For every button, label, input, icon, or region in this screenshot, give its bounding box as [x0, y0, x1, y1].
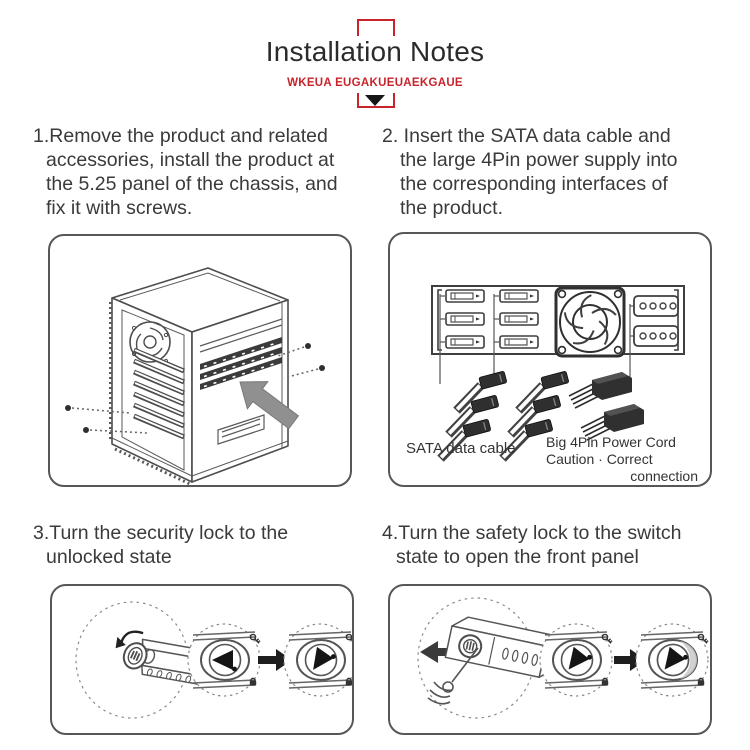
step-1-figure — [48, 234, 352, 487]
step-3-line-1: 3.Turn the security lock to the — [33, 522, 289, 544]
power-cord-label-line3: connection — [630, 468, 698, 484]
sata-port — [500, 313, 538, 325]
step-1-line-2: accessories, install the product at — [46, 149, 335, 171]
page-subtitle: WKEUA EUGAKUEUAEKGAUE — [287, 77, 463, 89]
step-2-text — [382, 124, 678, 220]
chassis-illustration — [50, 236, 350, 485]
step-4-text — [382, 521, 682, 569]
step-3-text — [33, 521, 288, 569]
step-2-figure — [388, 232, 712, 487]
safety-lock-illustration — [390, 586, 710, 733]
step-4-line-1: 4.Turn the safety lock to the switch — [382, 522, 682, 544]
step-1-line-1: 1.Remove the product and related — [33, 125, 328, 147]
molex-port — [634, 326, 678, 346]
page-title: Installation Notes — [265, 36, 485, 67]
sata-port — [446, 336, 484, 348]
down-triangle-icon — [365, 95, 385, 106]
security-lock-illustration — [52, 586, 352, 733]
power-cord-label-line2: Caution · Correct — [546, 451, 653, 467]
power-plug-icon — [569, 372, 632, 408]
molex-port — [634, 296, 678, 316]
step-1-text — [33, 124, 338, 220]
lock-dial-switch-1 — [540, 624, 612, 696]
power-cord-label-line1: Big 4Pin Power Cord — [546, 434, 676, 450]
lock-dial-switch-2 — [636, 624, 708, 696]
step-1-line-4: fix it with screws. — [46, 197, 193, 219]
lock-dial-locked — [188, 624, 260, 696]
step-2-line-3: the corresponding interfaces of — [400, 173, 668, 195]
step-3-line-2: unlocked state — [46, 546, 172, 568]
power-cord-label — [546, 434, 698, 485]
lock-dial-unlocked — [284, 624, 352, 696]
sata-port — [500, 290, 538, 302]
step-4-figure — [388, 584, 712, 735]
fan-icon — [556, 288, 624, 356]
sata-port — [500, 336, 538, 348]
step-2-line-4: the product. — [400, 197, 503, 219]
step-2-line-2: the large 4Pin power supply into — [400, 149, 678, 171]
sata-port — [446, 313, 484, 325]
top-bracket-decoration — [357, 19, 395, 36]
sata-port — [446, 290, 484, 302]
step-4-line-2: state to open the front panel — [396, 546, 639, 568]
step-1-line-3: the 5.25 panel of the chassis, and — [46, 173, 338, 195]
step-3-figure — [50, 584, 354, 735]
sata-cable-label: SATA data cable — [406, 440, 516, 457]
step-2-line-1: 2. Insert the SATA data cable and — [382, 125, 671, 147]
